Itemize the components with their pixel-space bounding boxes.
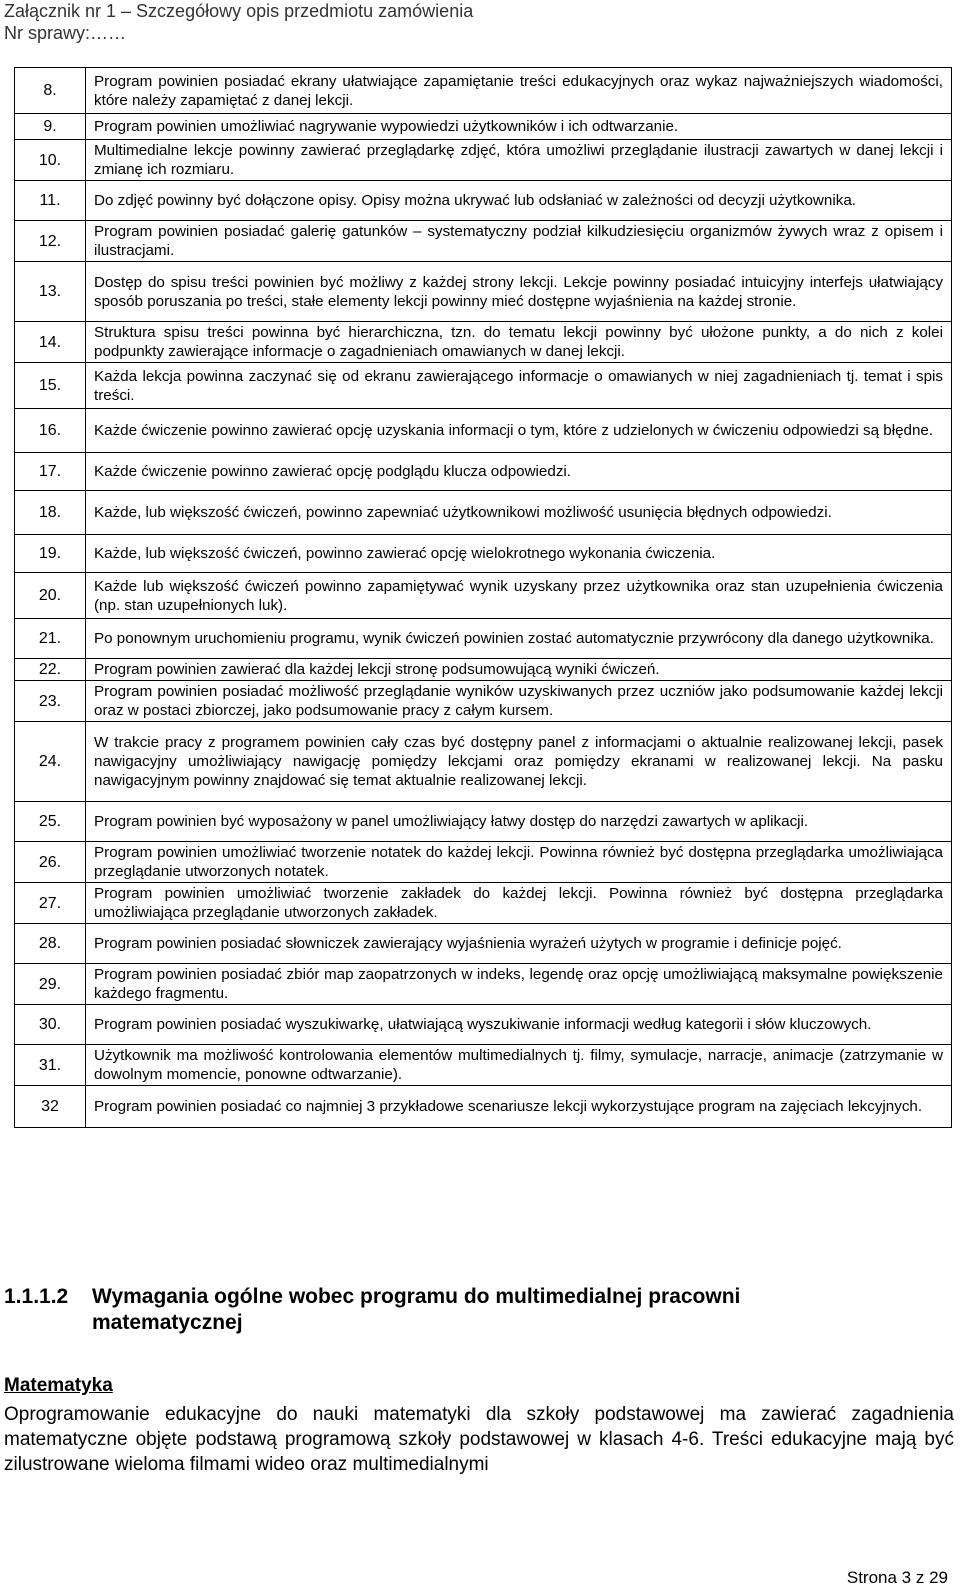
table-row: [15, 883, 952, 924]
table-row: [15, 322, 952, 363]
requirement-number: 18.: [15, 491, 86, 535]
requirement-text: Program powinien umożliwiać tworzenie notatek do każdej lekcji. Powinna również być dostępna przeglądarka umożliwiająca przeglądanie utworzonych notatek.: [86, 842, 952, 883]
requirement-number: 20.: [15, 573, 86, 619]
requirement-number: 24.: [15, 722, 86, 802]
table-row: [15, 140, 952, 181]
table-row: [15, 363, 952, 409]
requirement-number: 10.: [15, 140, 86, 181]
table-row: [15, 453, 952, 491]
table-row: [15, 1045, 952, 1086]
table-row: [15, 1086, 952, 1128]
requirement-text: Każde, lub większość ćwiczeń, powinno zawierać opcję wielokrotnego wykonania ćwiczenia.: [86, 535, 952, 573]
table-row: [15, 619, 952, 659]
requirement-number: 14.: [15, 322, 86, 363]
requirement-text: Program powinien posiadać galerię gatunków – systematyczny podział kilkudziesięciu organizmów żywych wraz z opisem i ilustracjami.: [86, 221, 952, 262]
requirement-number: 11.: [15, 181, 86, 221]
requirement-number: 21.: [15, 619, 86, 659]
requirement-text: Każde lub większość ćwiczeń powinno zapamiętywać wynik uzyskany przez użytkownika oraz stan uzupełnienia ćwiczenia (np. stan uzupełnionych luk).: [86, 573, 952, 619]
requirement-number: 23.: [15, 681, 86, 722]
table-row: [15, 535, 952, 573]
requirements-table-body: [15, 68, 952, 1128]
requirement-text: Program powinien posiadać zbiór map zaopatrzonych w indeks, legendę oraz opcję umożliwiającą maksymalne powiększenie każdego fragmentu.: [86, 964, 952, 1005]
requirement-number: 28.: [15, 924, 86, 964]
table-row: [15, 573, 952, 619]
requirement-text: Program powinien być wyposażony w panel umożliwiający łatwy dostęp do narzędzi zawartych w aplikacji.: [86, 802, 952, 842]
requirement-number: 19.: [15, 535, 86, 573]
subsection-paragraph: Oprogramowanie edukacyjne do nauki matematyki dla szkoły podstawowej ma zawierać zagadnienia matematyczne objęte podstawą programową szkoły podstawowej w klasach 4-6. Treści edukacyjne mają być zilustrowane wieloma filmami wideo oraz multimedialnymi: [4, 1404, 954, 1475]
requirement-text: Użytkownik ma możliwość kontrolowania elementów multimedialnych tj. filmy, symulacje, narracje, animacje (zatrzymanie w dowolnym momencie, ponowne odtwarzanie).: [86, 1045, 952, 1086]
requirement-text: Każde, lub większość ćwiczeń, powinno zapewniać użytkownikowi możliwość usunięcia błędnych odpowiedzi.: [86, 491, 952, 535]
requirement-text: Multimedialne lekcje powinny zawierać przeglądarkę zdjęć, która umożliwi przeglądanie ilustracji zawartych w danej lekcji i zmianę ich rozmiaru.: [86, 140, 952, 181]
table-row: [15, 68, 952, 114]
table-row: [15, 262, 952, 322]
table-row: [15, 1005, 952, 1045]
requirement-number: 22.: [15, 659, 86, 681]
requirement-number: 17.: [15, 453, 86, 491]
requirement-text: Program powinien posiadać słowniczek zawierający wyjaśnienia wyrażeń użytych w programie i definicje pojęć.: [86, 924, 952, 964]
table-row: [15, 964, 952, 1005]
table-row: [15, 924, 952, 964]
requirement-number: 8.: [15, 68, 86, 114]
table-row: [15, 681, 952, 722]
table-row: [15, 221, 952, 262]
case-number: Nr sprawy:……: [4, 23, 127, 43]
requirement-text: Do zdjęć powinny być dołączone opisy. Opisy można ukrywać lub odsłaniać w zależności od decyzji użytkownika.: [86, 181, 952, 221]
table-row: [15, 659, 952, 681]
requirement-text: Program powinien posiadać co najmniej 3 przykładowe scenariusze lekcji wykorzystujące program na zajęciach lekcyjnych.: [86, 1086, 952, 1128]
table-row: [15, 409, 952, 453]
section-title-line2: matematycznej: [92, 1311, 243, 1334]
requirement-text: Każda lekcja powinna zaczynać się od ekranu zawierającego informacje o omawianych w niej zagadnieniach tj. temat i spis treści.: [86, 363, 952, 409]
requirement-text: Każde ćwiczenie powinno zawierać opcję uzyskania informacji o tym, które z udzielonych w ćwiczeniu odpowiedzi są błędne.: [86, 409, 952, 453]
requirement-number: 26.: [15, 842, 86, 883]
table-row: [15, 842, 952, 883]
requirement-text: Program powinien zawierać dla każdej lekcji stronę podsumowującą wyniki ćwiczeń.: [86, 659, 952, 681]
table-row: [15, 181, 952, 221]
requirement-number: 30.: [15, 1005, 86, 1045]
requirement-text: Program powinien umożliwiać tworzenie zakładek do każdej lekcji. Powinna również być dostępna przeglądarka umożliwiająca przeglądanie utworzonych zakładek.: [86, 883, 952, 924]
requirement-number: 12.: [15, 221, 86, 262]
table-row: [15, 114, 952, 140]
requirement-number: 29.: [15, 964, 86, 1005]
section-title-line1: Wymagania ogólne wobec programu do multimedialnej pracowni: [92, 1285, 741, 1308]
requirement-text: W trakcie pracy z programem powinien cały czas być dostępny panel z informacjami o aktualnie realizowanej lekcji, pasek nawigacyjny umożliwiający nawigację pomiędzy lekcjami oraz pomiędzy ekranami w realizowanej lekcji. Na pasku nawigacyjnym powinny znajdować się temat aktualnie realizowanej lekcji.: [86, 722, 952, 802]
requirements-table: [14, 67, 952, 1128]
subsection-title: Matematyka: [4, 1375, 113, 1396]
page-number: Strona 3 z 29: [846, 1568, 948, 1587]
table-row: [15, 491, 952, 535]
requirement-number: 31.: [15, 1045, 86, 1086]
section-number: 1.1.1.2: [4, 1285, 69, 1308]
table-row: [15, 802, 952, 842]
page-header: [4, 0, 954, 44]
requirement-text: Dostęp do spisu treści powinien być możliwy z każdej strony lekcji. Lekcje powinny posiadać intuicyjny interfejs ułatwiający sposób poruszania po treści, stałe elementy lekcji powinny mieć dostępne wyjaśnienia na każdej stronie.: [86, 262, 952, 322]
requirement-text: Po ponownym uruchomieniu programu, wynik ćwiczeń powinien zostać automatycznie przywrócony dla danego użytkownika.: [86, 619, 952, 659]
section-heading: [4, 1284, 904, 1336]
requirement-number: 13.: [15, 262, 86, 322]
requirement-text: Program powinien umożliwiać nagrywanie wypowiedzi użytkowników i ich odtwarzanie.: [86, 114, 952, 140]
requirement-number: 16.: [15, 409, 86, 453]
table-row: [15, 722, 952, 802]
requirement-text: Program powinien posiadać możliwość przeglądanie wyników uzyskiwanych przez uczniów jako podsumowanie każdej lekcji oraz w postaci zbiorczej, jako podsumowanie pracy z całym kursem.: [86, 681, 952, 722]
requirement-number: 15.: [15, 363, 86, 409]
requirement-text: Struktura spisu treści powinna być hierarchiczna, tzn. do tematu lekcji powinny być ułożone punkty, a do nich z kolei podpunkty zawierające informacje o zagadnieniach omawianych w danej lekcji.: [86, 322, 952, 363]
requirement-number: 9.: [15, 114, 86, 140]
requirement-text: Każde ćwiczenie powinno zawierać opcję podglądu klucza odpowiedzi.: [86, 453, 952, 491]
requirement-number: 32: [15, 1086, 86, 1128]
requirement-number: 25.: [15, 802, 86, 842]
requirement-text: Program powinien posiadać wyszukiwarkę, ułatwiającą wyszukiwanie informacji według kategorii i słów kluczowych.: [86, 1005, 952, 1045]
requirement-text: Program powinien posiadać ekrany ułatwiające zapamiętanie treści edukacyjnych oraz wykaz najważniejszych wiadomości, które należy zapamiętać z danej lekcji.: [86, 68, 952, 114]
requirement-number: 27.: [15, 883, 86, 924]
document-title: Załącznik nr 1 – Szczegółowy opis przedmiotu zamówienia: [4, 1, 474, 21]
